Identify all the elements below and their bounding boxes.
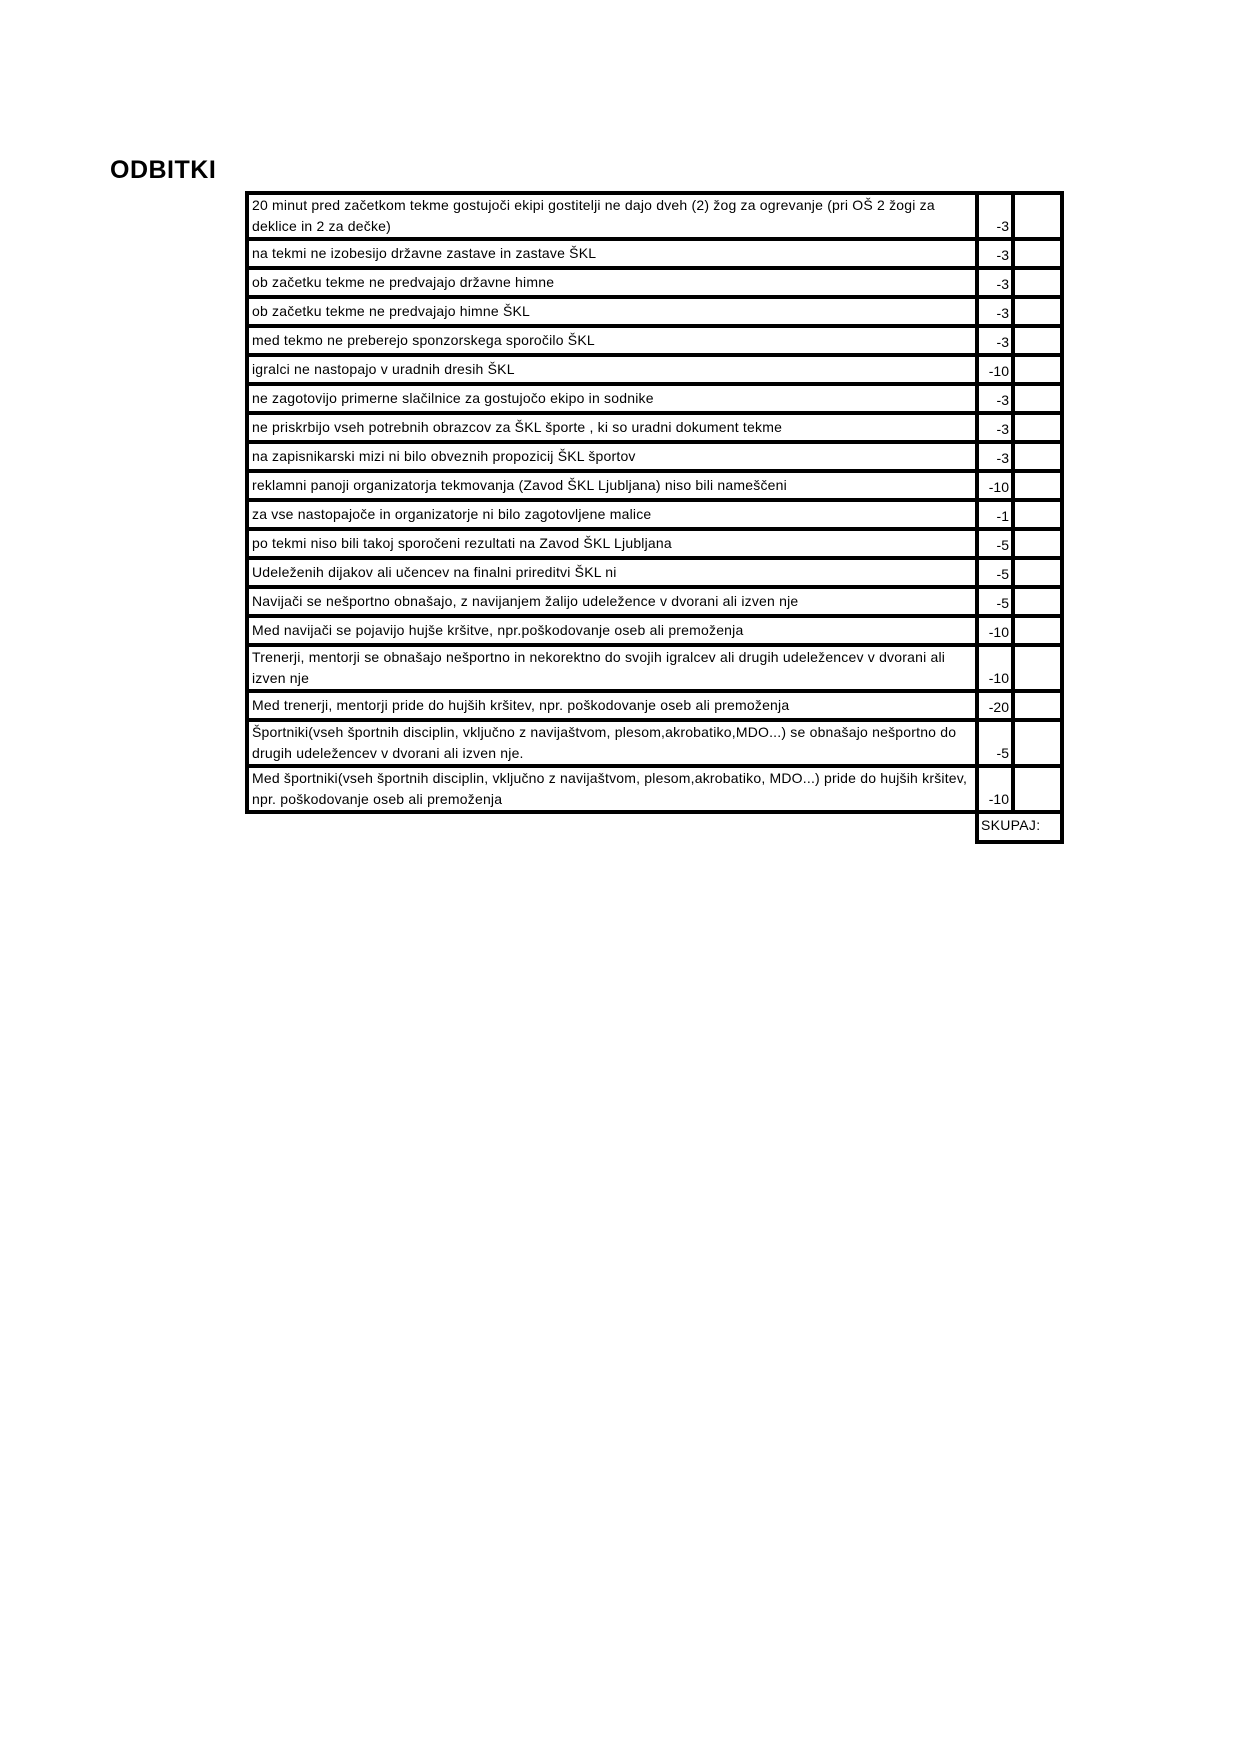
total-row (247, 812, 1062, 842)
deduction-description-text: reklamni panoji organizatorja tekmovanja (Zavod ŠKL Ljubljana) niso bili nameščeni (252, 477, 787, 493)
table-row (247, 442, 1062, 471)
total-row-spacer (247, 812, 977, 842)
deductions-table (245, 191, 1064, 844)
deduction-description (247, 766, 977, 812)
table-row (247, 766, 1062, 812)
deduction-points: -3 (977, 193, 1013, 239)
table-row (247, 720, 1062, 766)
deduction-points: -10 (977, 645, 1013, 691)
total-label: SKUPAJ: (977, 812, 1062, 842)
deduction-entry-cell[interactable] (1013, 384, 1062, 413)
deduction-description-text: ob začetku tekme ne predvajajo himne ŠKL (252, 303, 531, 319)
deduction-entry-cell[interactable] (1013, 268, 1062, 297)
deduction-description (247, 471, 977, 500)
deduction-description (247, 720, 977, 766)
deduction-description (247, 587, 977, 616)
deduction-description (247, 500, 977, 529)
deduction-description (247, 268, 977, 297)
table-row (247, 355, 1062, 384)
deduction-entry-cell[interactable] (1013, 355, 1062, 384)
table-row (247, 326, 1062, 355)
deduction-points: -5 (977, 529, 1013, 558)
page-title: ODBITKI (110, 156, 217, 184)
deduction-points: -5 (977, 587, 1013, 616)
deduction-description (247, 616, 977, 645)
table-row (247, 529, 1062, 558)
deduction-points: -3 (977, 268, 1013, 297)
deduction-entry-cell[interactable] (1013, 529, 1062, 558)
table-row (247, 500, 1062, 529)
deduction-description (247, 239, 977, 268)
deduction-description (247, 297, 977, 326)
deduction-entry-cell[interactable] (1013, 558, 1062, 587)
deduction-entry-cell[interactable] (1013, 471, 1062, 500)
deduction-description-text: Med trenerji, mentorji pride do hujših kršitev, npr. poškodovanje oseb ali premoženja (252, 697, 790, 713)
deduction-description-text: za vse nastopajoče in organizatorje ni bilo zagotovljene malice (252, 506, 652, 522)
deduction-points: -10 (977, 355, 1013, 384)
deduction-points: -20 (977, 691, 1013, 720)
deduction-description-text: ob začetku tekme ne predvajajo državne himne (252, 274, 555, 290)
deduction-points: -3 (977, 413, 1013, 442)
deductions-table-body (247, 193, 1062, 812)
deduction-entry-cell[interactable] (1013, 766, 1062, 812)
table-row (247, 645, 1062, 691)
deduction-points: -3 (977, 297, 1013, 326)
table-row (247, 297, 1062, 326)
deduction-description-text: 20 minut pred začetkom tekme gostujoči ekipi gostitelji ne dajo dveh (2) žog za ogrevanje (pri OŠ 2 žogi za deklice in 2 za dečke) (252, 197, 935, 234)
deduction-description (247, 326, 977, 355)
table-row (247, 193, 1062, 239)
deduction-points: -5 (977, 720, 1013, 766)
deduction-description-text: Navijači se nešportno obnašajo, z navijanjem žalijo udeležence v dvorani ali izven nje (252, 593, 799, 609)
deduction-points: -10 (977, 616, 1013, 645)
deduction-description-text: Udeleženih dijakov ali učencev na finalni prireditvi ŠKL ni (252, 564, 617, 580)
deduction-points: -10 (977, 766, 1013, 812)
deduction-description (247, 413, 977, 442)
table-row (247, 691, 1062, 720)
deduction-description-text: Športniki(vseh športnih disciplin, vključno z navijaštvom, plesom,akrobatiko,MDO...) se obnašajo nešportno do drugih udeležencev v dvorani ali izven nje. (252, 724, 957, 761)
deduction-entry-cell[interactable] (1013, 720, 1062, 766)
deduction-description-text: Med športniki(vseh športnih disciplin, vključno z navijaštvom, plesom,akrobatiko, MDO...) pride do hujših kršitev, npr. poškodovanje oseb ali premoženja (252, 770, 968, 807)
deduction-entry-cell[interactable] (1013, 326, 1062, 355)
deduction-description-text: Med navijači se pojavijo hujše kršitve, npr.poškodovanje oseb ali premoženja (252, 622, 744, 638)
deduction-description (247, 442, 977, 471)
deduction-points: -10 (977, 471, 1013, 500)
deduction-description-text: ne priskrbijo vseh potrebnih obrazcov za ŠKL športe , ki so uradni dokument tekme (252, 419, 783, 435)
deduction-entry-cell[interactable] (1013, 442, 1062, 471)
table-row (247, 558, 1062, 587)
table-row (247, 471, 1062, 500)
deduction-entry-cell[interactable] (1013, 193, 1062, 239)
deduction-points: -3 (977, 239, 1013, 268)
deduction-points: -3 (977, 326, 1013, 355)
deduction-description (247, 691, 977, 720)
deduction-description-text: na tekmi ne izobesijo državne zastave in zastave ŠKL (252, 245, 597, 261)
deduction-description (247, 558, 977, 587)
deduction-description-text: ne zagotovijo primerne slačilnice za gostujočo ekipo in sodnike (252, 390, 654, 406)
deduction-description (247, 193, 977, 239)
deduction-entry-cell[interactable] (1013, 500, 1062, 529)
deduction-entry-cell[interactable] (1013, 645, 1062, 691)
table-row (247, 384, 1062, 413)
deduction-description-text: Trenerji, mentorji se obnašajo nešportno in nekorektno do svojih igralcev ali drugih udeležencev v dvorani ali izven nje (252, 649, 946, 686)
deduction-description-text: po tekmi niso bili takoj sporočeni rezultati na Zavod ŠKL Ljubljana (252, 535, 672, 551)
deduction-description (247, 355, 977, 384)
table-row (247, 616, 1062, 645)
deduction-entry-cell[interactable] (1013, 297, 1062, 326)
deduction-description-text: igralci ne nastopajo v uradnih dresih ŠKL (252, 361, 515, 377)
deduction-entry-cell[interactable] (1013, 239, 1062, 268)
table-row (247, 587, 1062, 616)
deduction-entry-cell[interactable] (1013, 691, 1062, 720)
deduction-description (247, 529, 977, 558)
deduction-points: -3 (977, 384, 1013, 413)
table-row (247, 239, 1062, 268)
deduction-entry-cell[interactable] (1013, 413, 1062, 442)
deduction-description (247, 384, 977, 413)
deduction-description-text: med tekmo ne preberejo sponzorskega sporočilo ŠKL (252, 332, 595, 348)
deduction-points: -3 (977, 442, 1013, 471)
deduction-entry-cell[interactable] (1013, 616, 1062, 645)
deduction-description-text: na zapisnikarski mizi ni bilo obveznih propozicij ŠKL športov (252, 448, 636, 464)
table-row (247, 268, 1062, 297)
table-row (247, 413, 1062, 442)
deduction-points: -5 (977, 558, 1013, 587)
deduction-description (247, 645, 977, 691)
deduction-entry-cell[interactable] (1013, 587, 1062, 616)
deduction-points: -1 (977, 500, 1013, 529)
